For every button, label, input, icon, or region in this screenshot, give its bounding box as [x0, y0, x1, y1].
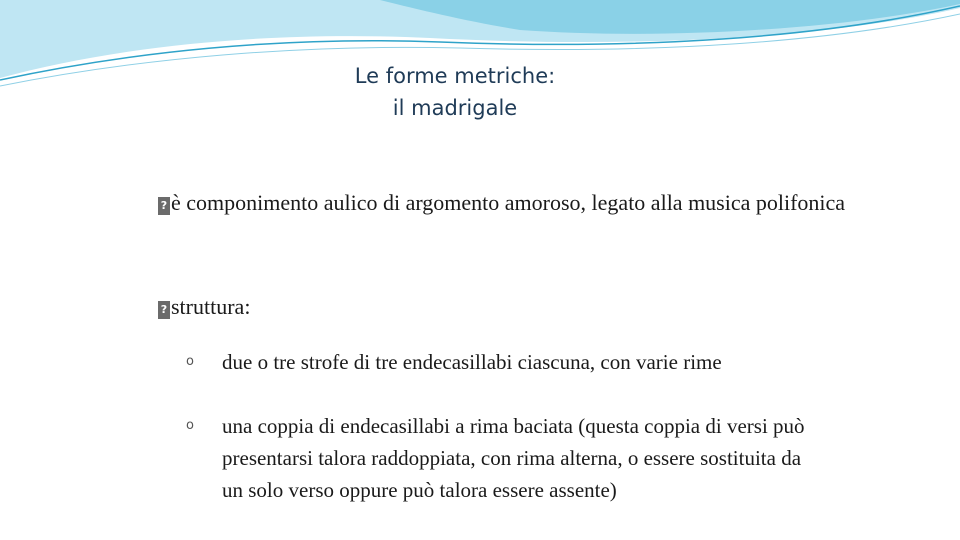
circle-bullet-icon: o	[186, 418, 194, 433]
missing-glyph-icon: ?	[158, 301, 170, 319]
paragraph-structure	[158, 290, 858, 324]
missing-glyph-icon: ?	[158, 197, 170, 215]
list-item	[186, 410, 826, 506]
paragraph-definition-text: è componimento aulico di argomento amoroso, legato alla musica polifonica	[171, 190, 846, 215]
list-item	[186, 346, 826, 378]
circle-bullet-icon: o	[186, 354, 194, 369]
list-item-text: una coppia di endecasillabi a rima baciata (questa coppia di versi può presentarsi talora raddoppiata, con rima alterna, o essere sostituita da un solo verso oppure può talora essere assente)	[222, 414, 805, 502]
slide-title	[0, 60, 910, 124]
title-line-1: Le forme metriche:	[354, 64, 556, 88]
list-item-text: due o tre strofe di tre endecasillabi ciascuna, con varie rime	[222, 350, 722, 374]
title-line-2: il madrigale	[392, 96, 518, 120]
paragraph-structure-text: struttura:	[171, 294, 251, 319]
paragraph-definition	[158, 186, 858, 220]
